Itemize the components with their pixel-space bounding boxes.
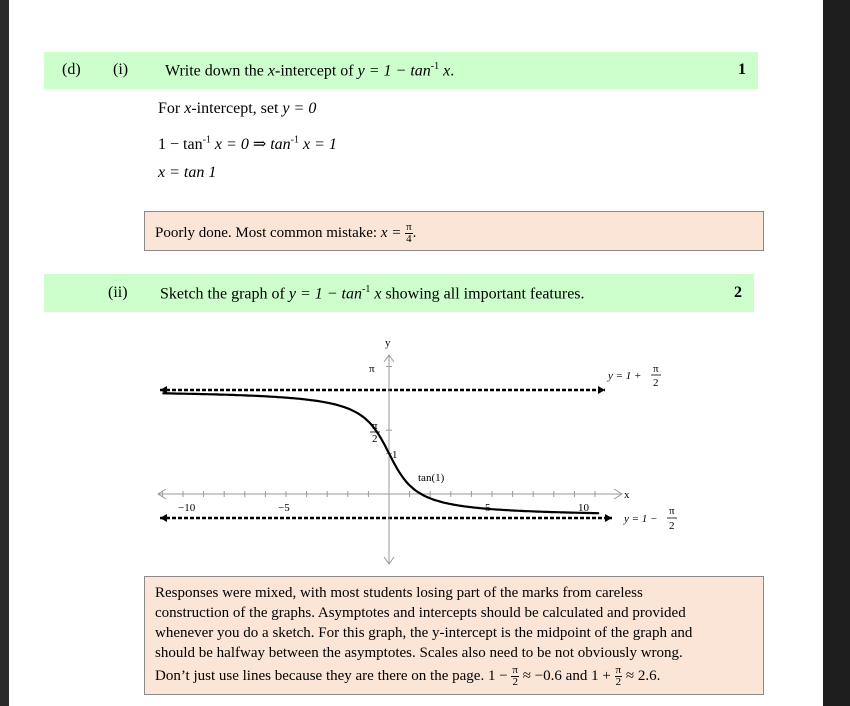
upper-asymptote-label: y = 1 + [608,370,642,382]
solution-line-3: x = tan 1 [158,164,217,181]
comment-line-1: Responses were mixed, with most students losing part of the marks from careless [155,585,643,601]
tick-label-neg10: −10 [178,502,196,514]
solution-line-1: For x-intercept, set y = 0 [158,100,317,117]
tick-label-10: 10 [578,502,589,514]
marks-d-ii: 2 [734,284,742,301]
pi-over-2-fraction-b: $\frac{\pi}{2}$ [615,664,622,688]
upper-asym-frac-den: 2 [653,377,659,389]
comment-text-d-i: Poorly done. Most common mistake: x = $\frac{\pi}{4}$ . [155,221,417,245]
sub-label-i: (i) [113,61,129,78]
x-axis-label: x [624,489,630,501]
lower-asym-frac-num: π [669,505,675,517]
question-text-d-ii: Sketch the graph of $y = 1 - \tan^{-1} x$ showing all important features. [160,284,585,303]
tick-label-neg5: −5 [278,502,290,514]
pi-over-2-fraction-a: $\frac{\pi}{2}$ [512,664,518,688]
part-label-d: (d) [62,61,81,78]
sub-label-ii: (ii) [108,284,128,301]
lower-asymptote-right-arrow [605,514,612,522]
comment-line-3: whenever you do a sketch. For this graph, the y-intercept is the midpoint of the graph and [155,625,693,641]
lower-asymptote-left-arrow [160,514,167,522]
pi-tick-label: π [369,363,375,375]
tick-label-5: 5 [485,502,491,514]
question-text-d-i: Write down the x-intercept of $y = 1 - \tan^{-1} x$. [165,61,455,80]
marks-d-i: 1 [738,61,746,78]
y-axis-label: y [385,337,391,349]
pi-over-4-fraction: $\frac{\pi}{4}$ [406,221,412,245]
lower-asym-frac-den: 2 [669,520,675,532]
lower-asymptote-label: y = 1 − [624,513,658,525]
y-intercept-label: 1 [392,449,398,461]
comment-line-2: construction of the graphs. Asymptotes and intercepts should be calculated and provided [155,605,686,621]
comment-box-d-ii [144,576,764,695]
half-pi-num: π [372,420,378,432]
solution-line-2: $1 - \tan^{-1} x = 0$ ⇒ $\tan^{-1} x = 1$ [158,134,337,153]
upper-asymptote-right-arrow [598,386,605,394]
upper-asym-frac-num: π [653,363,659,375]
tan1-label: tan(1) [418,472,445,484]
half-pi-den: 2 [372,433,378,445]
comment-line-4: should be halfway between the asymptotes. Scales also need to be not obviously wrong. [155,645,683,661]
comment-line-5: Don’t just use lines because they are there on the page. 1 − $\frac{\pi}{2}$ ≈ −0.6 and 1 + $\frac{\pi}{2}$ ≈ 2.6. [155,664,661,688]
